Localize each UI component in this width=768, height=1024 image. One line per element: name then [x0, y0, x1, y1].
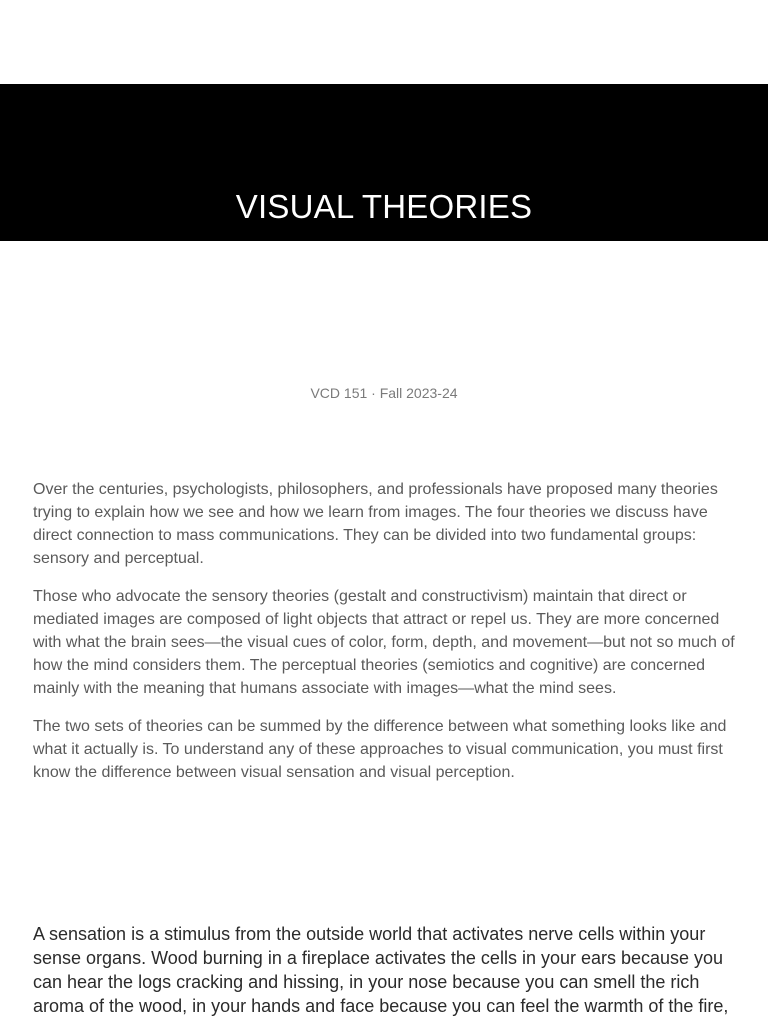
sensation-paragraph: A sensation is a stimulus from the outside world that activates nerve cells within your sense organs. Wood burning in a fireplace activates the cells in your ears because you can hear the logs cracking and hissing, in your nose because you can smell the rich aroma of the wood, in your hands and face because you can feel the warmth of the fire, [33, 924, 729, 1016]
intro-paragraph: Over the centuries, psychologists, philosophers, and professionals have proposed many theories trying to explain how we see and how we learn from images. The four theories we discuss have direct connection to mass communications. They can be divided into two fundamental groups: sensory and perceptual. [33, 481, 718, 567]
intro-paragraph: The two sets of theories can be summed by the difference between what something looks like and what it actually is. To understand any of these approaches to visual communication, you must first know the difference between visual sensation and visual perception. [33, 718, 727, 781]
sensation-section [33, 922, 739, 1018]
intro-paragraph: Those who advocate the sensory theories (gestalt and constructivism) maintain that direct or mediated images are composed of light objects that attract or repel us. They are more concerned with what the brain sees—the visual cues of color, form, depth, and movement—but not so much of how the mind considers them. The perceptual theories (semiotics and cognitive) are concerned mainly with the meaning that humans associate with images—what the mind sees. [33, 588, 735, 697]
intro-section [33, 478, 739, 799]
page-title: VISUAL THEORIES [235, 188, 533, 225]
course-subtitle: VCD 151 · Fall 2023-24 [310, 385, 458, 401]
